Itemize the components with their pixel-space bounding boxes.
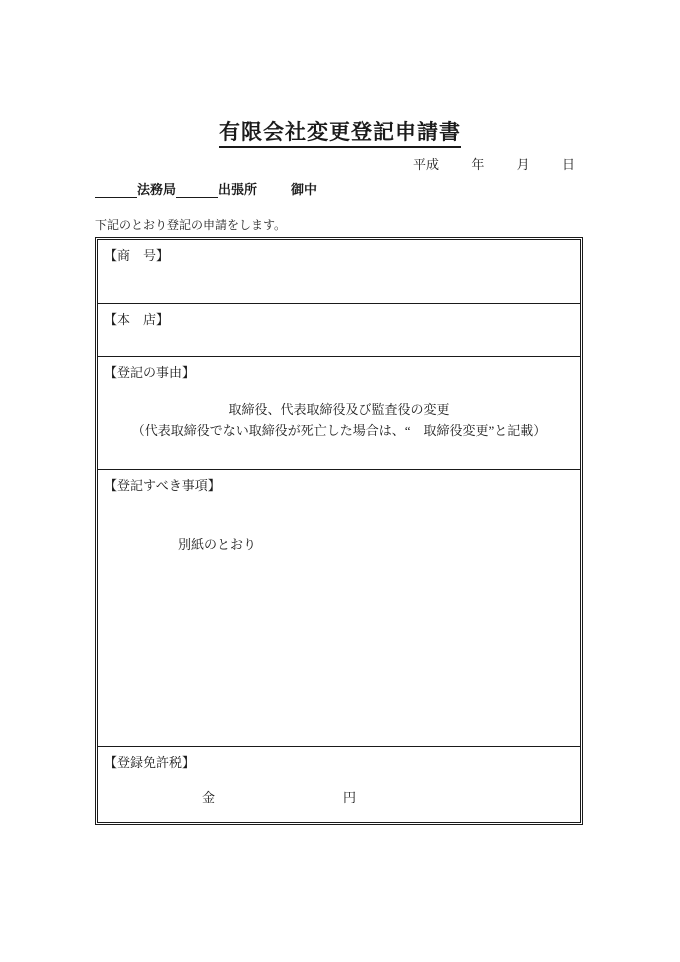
bureau-name-blank [95,184,137,198]
era-label: 平成 [413,157,440,172]
company-name-label: 【商 号】 [104,248,170,263]
intro-text: 下記のとおり登記の申請をします。 [95,218,287,232]
date-line [413,154,575,173]
registration-reason-content [98,399,580,441]
year-label: 年 [471,157,485,172]
document-title-text: 有限会社変更登記申請書 [219,120,461,148]
head-office-label: 【本 店】 [104,312,170,327]
document-title [0,116,680,146]
month-label: 月 [516,157,530,172]
registration-tax-label: 【登録免許税】 [104,755,196,770]
section-company-name [98,240,580,304]
registration-form-box [95,237,583,825]
honorific-label: 御中 [291,182,318,197]
registration-tax-content [98,787,580,806]
section-head-office [98,304,580,357]
tax-amount-prefix: 金 [202,790,216,805]
branch-name-blank [176,184,218,198]
day-label: 日 [561,157,575,172]
legal-affairs-bureau-label: 法務局 [137,182,177,197]
section-registration-reason [98,357,580,470]
registration-reason-line1: 取締役、代表取締役及び監査役の変更 [228,402,450,417]
section-matters-to-register [98,470,580,747]
matters-to-register-content: 別紙のとおり [178,537,257,552]
matters-to-register-label: 【登記すべき事項】 [104,478,221,493]
section-registration-tax [98,747,580,822]
registration-reason-line2: （代表取締役でない取締役が死亡した場合は、“ 取締役変更”と記載） [131,423,547,438]
registration-reason-label: 【登記の事由】 [104,365,196,380]
addressee-line [95,179,317,198]
branch-office-label: 出張所 [218,182,258,197]
tax-amount-suffix: 円 [343,790,357,805]
